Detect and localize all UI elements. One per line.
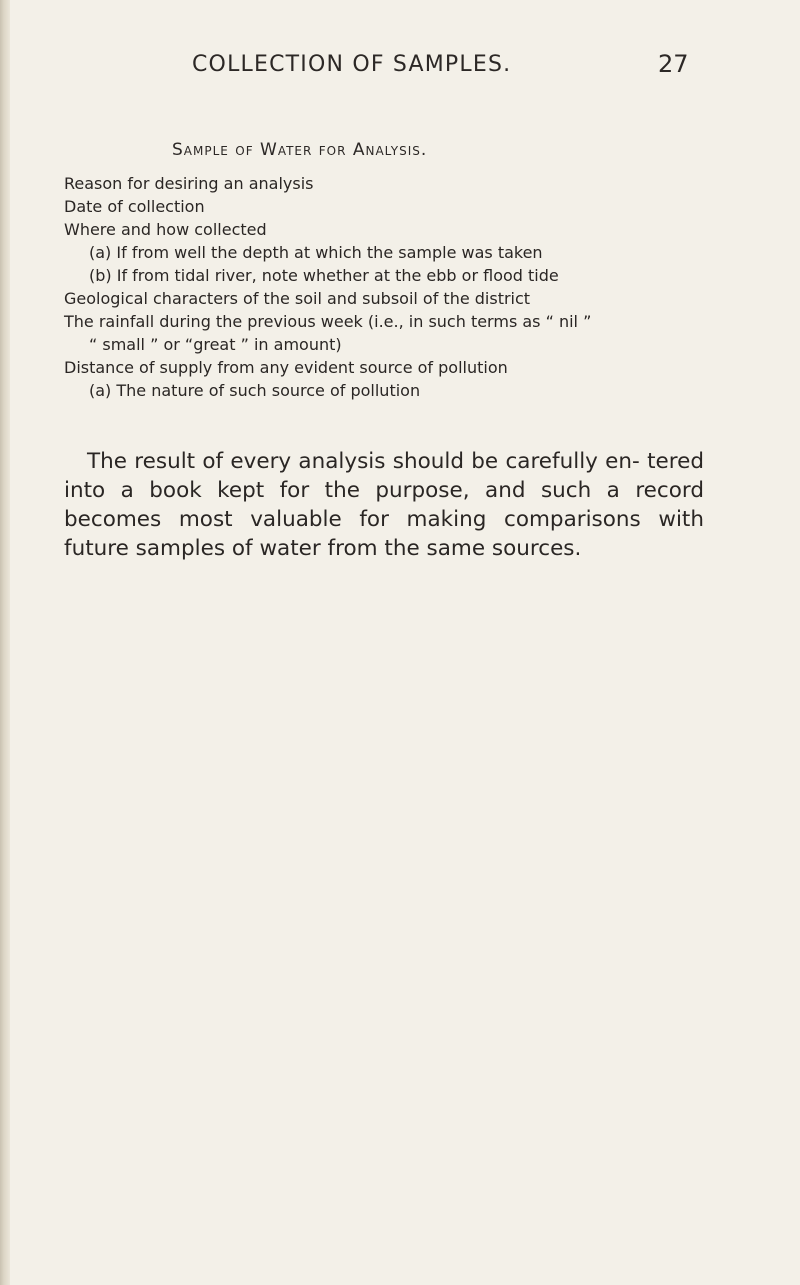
running-head-title: COLLECTION OF SAMPLES. [192,52,512,77]
form-item-pollution-distance: Distance of supply from any evident source of pollution [64,358,508,377]
form-subitem-tidal-river: (b) If from tidal river, note whether at the ebb or flood tide [89,266,559,285]
page-number: 27 [658,50,689,78]
form-title: Sample of Water for Analysis. [172,140,428,160]
form-item-reason: Reason for desiring an analysis [64,174,314,193]
form-item-where-how: Where and how collected [64,220,267,239]
form-item-date: Date of collection [64,197,205,216]
form-subitem-pollution-nature: (a) The nature of such source of pollution [89,381,421,400]
form-item-geology: Geological characters of the soil and subsoil of the district [64,289,531,308]
form-item-rainfall: The rainfall during the previous week (i.e., in such terms as “ nil ” [64,312,592,331]
form-item-list [64,172,764,402]
form-subitem-well-depth: (a) If from well the depth at which the sample was taken [89,243,543,262]
body-paragraph: The result of every analysis should be carefully en- tered into a book kept for the purpose, and such a record becomes most valuable for making comparisons with future samples of water from the same sources. [64,448,704,561]
form-item-rainfall-continued: “ small ” or “great ” in amount) [89,335,342,354]
